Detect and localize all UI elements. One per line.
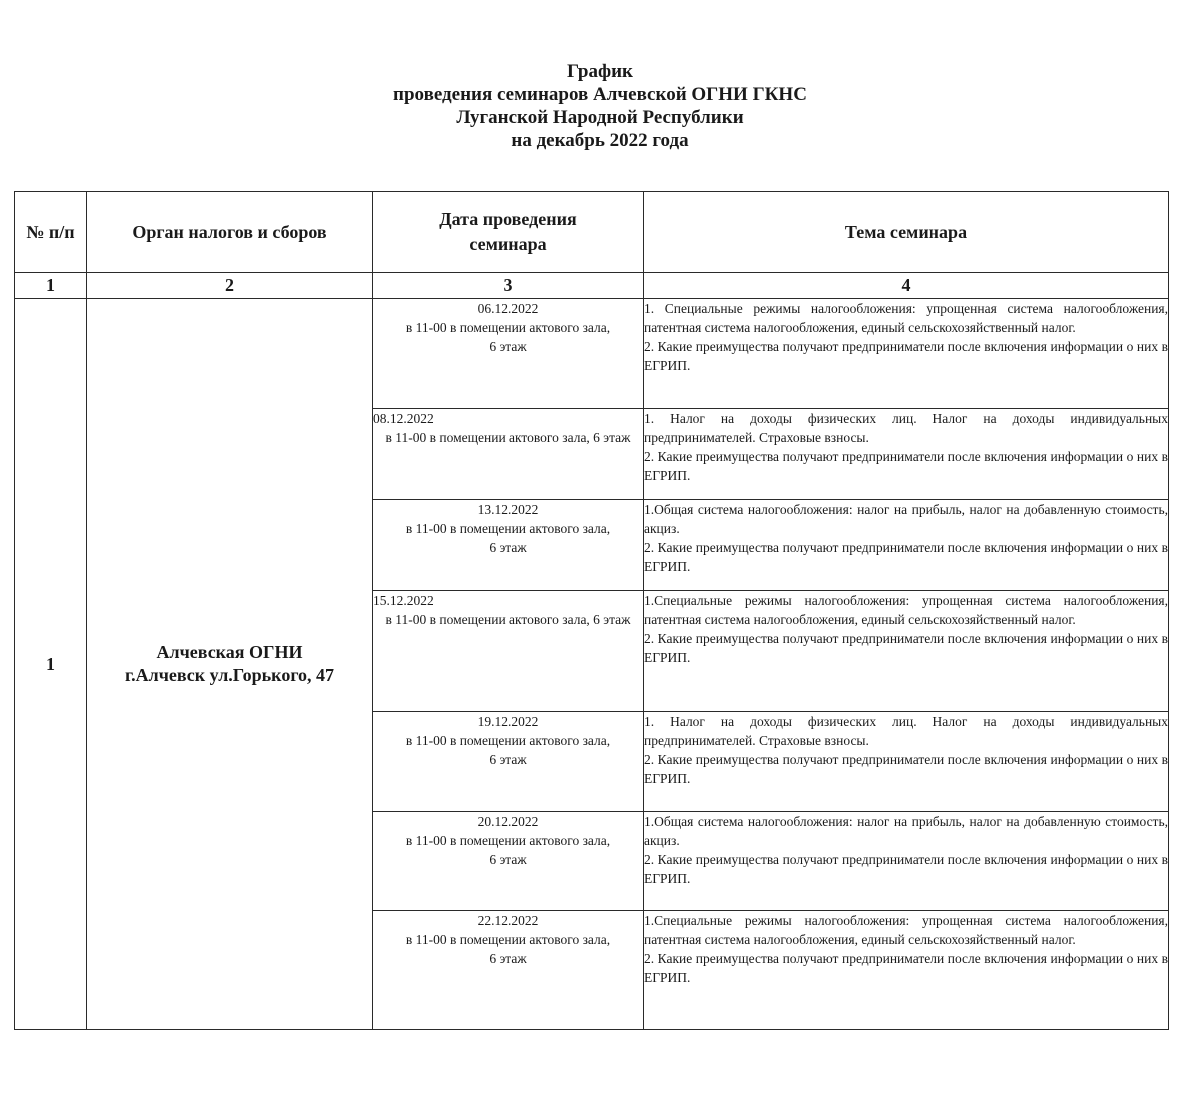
topic-item-1: 1.Специальные режимы налогообложения: упрощенная система налогообложения, патентная система налогообложения, единый сельскохозяйственный налог.	[644, 913, 1168, 947]
title-line-4: на декабрь 2022 года	[511, 130, 689, 151]
seminar-date: 20.12.2022	[477, 814, 539, 829]
topic-item-2: 2. Какие преимущества получают предприниматели после включения информации о них в ЕГРИП.	[644, 951, 1168, 985]
topic-item-2: 2. Какие преимущества получают предприниматели после включения информации о них в ЕГРИП.	[644, 852, 1168, 886]
seminar-date: 22.12.2022	[477, 913, 539, 928]
seminar-place: в 11-00 в помещении актового зала, 6 этаж	[405, 733, 611, 767]
topic-item-1: 1. Налог на доходы физических лиц. Налог на доходы индивидуальных предпринимателей. Страховые взносы.	[644, 411, 1168, 445]
seminar-date: 13.12.2022	[477, 502, 539, 517]
topic-cell	[644, 812, 1169, 911]
topic-item-2: 2. Какие преимущества получают предприниматели после включения информации о них в ЕГРИП.	[644, 339, 1168, 373]
seminar-place: в 11-00 в помещении актового зала, 6 этаж	[405, 521, 611, 555]
topic-cell	[644, 409, 1169, 500]
header-number: № п/п	[15, 192, 87, 273]
seminar-schedule-table	[14, 191, 1169, 1030]
topic-item-1: 1.Общая система налогообложения: налог на прибыль, налог на добавленную стоимость, акциз.	[644, 502, 1168, 536]
topic-cell	[644, 500, 1169, 591]
title-line-2: проведения семинаров Алчевской ОГНИ ГКНС	[393, 84, 807, 105]
topic-item-1: 1.Общая система налогообложения: налог на прибыль, налог на добавленную стоимость, акциз.	[644, 814, 1168, 848]
topic-item-1: 1. Налог на доходы физических лиц. Налог на доходы индивидуальных предпринимателей. Страховые взносы.	[644, 714, 1168, 748]
date-cell	[373, 812, 644, 911]
organ-name: Алчевская ОГНИ	[156, 642, 303, 662]
seminar-date: 19.12.2022	[477, 714, 539, 729]
seminar-date: 06.12.2022	[477, 301, 539, 316]
date-cell	[373, 712, 644, 812]
seminar-place: в 11-00 в помещении актового зала, 6 этаж	[385, 612, 631, 627]
topic-item-2: 2. Какие преимущества получают предприниматели после включения информации о них в ЕГРИП.	[644, 540, 1168, 574]
row-number: 1	[15, 299, 87, 1030]
seminar-place: в 11-00 в помещении актового зала, 6 этаж	[385, 430, 631, 445]
column-number-1: 1	[15, 273, 87, 299]
topic-item-1: 1. Специальные режимы налогообложения: упрощенная система налогообложения, патентная система налогообложения, единый сельскохозяйственный налог.	[644, 301, 1168, 335]
topic-item-2: 2. Какие преимущества получают предприниматели после включения информации о них в ЕГРИП.	[644, 631, 1168, 665]
table-header-row	[15, 192, 1169, 273]
title-line-1: График	[567, 61, 633, 82]
column-number-row	[15, 273, 1169, 299]
header-date: Дата проведения семинара	[373, 192, 644, 273]
column-number-3: 3	[373, 273, 644, 299]
topic-cell	[644, 299, 1169, 409]
header-organ: Орган налогов и сборов	[87, 192, 373, 273]
topic-cell	[644, 911, 1169, 1030]
organ-cell	[87, 299, 373, 1030]
seminar-date: 15.12.2022	[373, 593, 434, 608]
date-cell	[373, 299, 644, 409]
topic-cell	[644, 712, 1169, 812]
column-number-4: 4	[644, 273, 1169, 299]
date-cell	[373, 500, 644, 591]
column-number-2: 2	[87, 273, 373, 299]
topic-item-2: 2. Какие преимущества получают предприниматели после включения информации о них в ЕГРИП.	[644, 449, 1168, 483]
header-topic: Тема семинара	[644, 192, 1169, 273]
seminar-place: в 11-00 в помещении актового зала, 6 этаж	[405, 932, 611, 966]
date-cell	[373, 911, 644, 1030]
seminar-place: в 11-00 в помещении актового зала, 6 этаж	[405, 320, 611, 354]
table-row	[15, 299, 1169, 409]
date-cell	[373, 409, 644, 500]
document-title	[0, 60, 1200, 152]
seminar-place: в 11-00 в помещении актового зала, 6 этаж	[405, 833, 611, 867]
date-cell	[373, 591, 644, 712]
topic-item-1: 1.Специальные режимы налогообложения: упрощенная система налогообложения, патентная система налогообложения, единый сельскохозяйственный налог.	[644, 593, 1168, 627]
organ-address: г.Алчевск ул.Горького, 47	[124, 665, 335, 685]
topic-cell	[644, 591, 1169, 712]
topic-item-2: 2. Какие преимущества получают предприниматели после включения информации о них в ЕГРИП.	[644, 752, 1168, 786]
title-line-3: Луганской Народной Республики	[456, 107, 744, 128]
seminar-date: 08.12.2022	[373, 411, 434, 426]
